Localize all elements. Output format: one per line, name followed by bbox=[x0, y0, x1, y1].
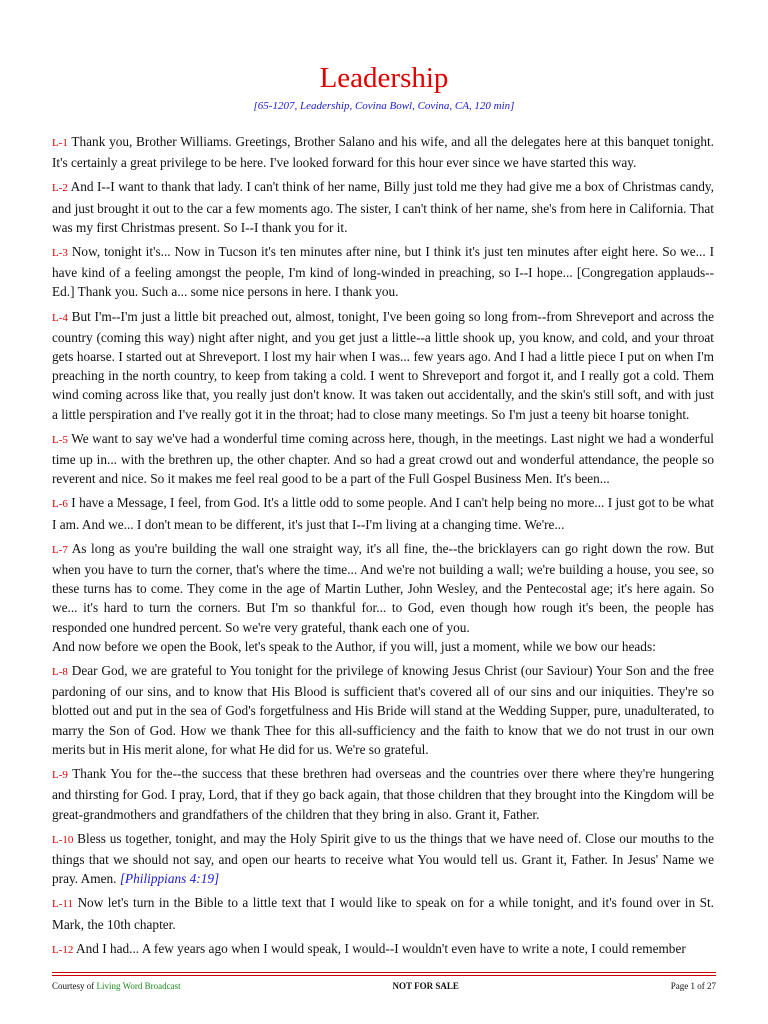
footer-notice: NOT FOR SALE bbox=[392, 981, 459, 991]
paragraph-l4 bbox=[52, 307, 714, 424]
paragraph-marker: L-9 bbox=[52, 769, 68, 782]
document-title: Leadership bbox=[319, 62, 449, 94]
paragraph-text: And now before we open the Book, let's speak to the Author, if you will, just a moment, while we bow our heads: bbox=[52, 638, 656, 654]
paragraph-marker: L-6 bbox=[52, 498, 68, 511]
paragraph-marker: L-4 bbox=[52, 311, 68, 324]
paragraph-l10 bbox=[52, 829, 714, 889]
paragraph-text: And I--I want to thank that lady. I can't think of her name, Billy just told me they had give me a box of Christmas candy, and just brought it out to the car a few moments ago. The sister, I can't think of her name, she's from here in California. That was my first Christmas present. So I--I thank you for it. bbox=[52, 179, 714, 235]
paragraph-l8 bbox=[52, 661, 714, 759]
footer-divider bbox=[52, 972, 716, 976]
page-number: Page 1 of 27 bbox=[670, 981, 716, 991]
paragraph-l12 bbox=[52, 939, 714, 960]
paragraph-marker: L-11 bbox=[52, 898, 73, 911]
paragraph-text: Now, tonight it's... Now in Tucson it's ten minutes after nine, but I think it's just ten minutes after eight here. So we... I have kind of a feeling amongst the people, I'm kind of long-winded in preaching, so I--I hope... [Congregation applauds--Ed.] Thank you. Such a... some nice persons in here. I thank you. bbox=[52, 244, 714, 300]
paragraph-marker: L-10 bbox=[52, 833, 74, 846]
paragraph-text: We want to say we've had a wonderful time coming across here, though, in the meetings. Last night we had a wonderful time up in... with the brethren up, the other chapter. And so had a great crowd out and wonderful attendance, the people so reverent and nice. So it makes me feel real good to be a part of the Full Gospel Business Men. It's been... bbox=[52, 430, 714, 487]
paragraph-text: Bless us together, tonight, and may the Holy Spirit give to us the things that we have need of. Close our mouths to the things that we should not say, and open our hearts to receive what You would tell us. Grant it, Father. In Jesus' Name we pray. Amen. bbox=[52, 830, 714, 887]
paragraph-l11 bbox=[52, 893, 714, 933]
courtesy-source-link[interactable]: Living Word Broadcast bbox=[96, 981, 181, 991]
paragraph-l7 bbox=[52, 539, 714, 637]
paragraph-text: Now let's turn in the Bible to a little text that I would like to speak on for a while tonight, and it's found over in St. Mark, the 10th chapter. bbox=[52, 895, 714, 932]
paragraph-text: Dear God, we are grateful to You tonight for the privilege of knowing Jesus Christ (our Saviour) Your Son and the free pardoning of our sins, and to know that His Blood is sufficient that's covered all of our sins and our iniquities. They're so blotted out and put in the sea of God's forgetfulness and His Bride will stand at the Wedding Supper, pure, unadulterated, to marry the Son of God. How we thank Thee for this all-sufficiency and the faith to know that we do not trust in our own merits but in His merit alone, for what He did for us. We're so grateful. bbox=[52, 663, 714, 757]
document-body bbox=[52, 132, 714, 965]
paragraph-text: I have a Message, I feel, from God. It's a little odd to some people. And I can't help being no more... I just got to be what I am. And we... I don't mean to be different, it's just that I--I'm living at a changing time. We're... bbox=[52, 495, 714, 532]
scripture-reference-link[interactable]: [Philippians 4:19] bbox=[119, 871, 220, 887]
paragraph-marker: L-8 bbox=[52, 666, 68, 679]
document-subtitle: [65-1207, Leadership, Covina Bowl, Covina, CA, 120 min] bbox=[253, 100, 515, 112]
paragraph-continuation bbox=[52, 637, 714, 656]
paragraph-l6 bbox=[52, 493, 714, 533]
paragraph-text: And I had... A few years ago when I would speak, I would--I wouldn't even have to write a note, I could remember bbox=[75, 940, 686, 956]
paragraph-l3 bbox=[52, 242, 714, 302]
paragraph-text: Thank You for the--the success that these brethren had overseas and the countries over there where they're hungering and thirsting for God. I pray, Lord, that if they go back again, that those children that they brought into the Kingdom will be great-grandmothers and grandfathers of the children that they bring in also. Grant it, Father. bbox=[52, 766, 714, 822]
paragraph-l5 bbox=[52, 429, 714, 489]
paragraph-l9 bbox=[52, 764, 714, 824]
paragraph-marker: L-7 bbox=[52, 543, 68, 556]
footer-courtesy bbox=[52, 980, 181, 992]
paragraph-text: But I'm--I'm just a little bit preached out, almost, tonight, I've been going so long from--from Shreveport and across the country (coming this way) night after night, and you get just a little--a little shook up, you know, and cold, and your throat gets hoarse. I started out at Shreveport. I lost my hair when I was... few years ago. And I had a little piece I put on when I'm preaching in the north country, to keep from taking a cold. I went to Shreveport and forgot it, and I really got a cold. Them wind coming across like that, you really just don't know. It was taken out accidentally, and the skin's still soft, and with just a little perspiration and I've really got it in the throat; had to close many meetings. So I'm just a teeny bit hoarse tonight. bbox=[52, 308, 714, 422]
page-footer bbox=[52, 980, 716, 992]
paragraph-marker: L-5 bbox=[52, 433, 68, 446]
paragraph-marker: L-3 bbox=[52, 247, 68, 260]
paragraph-marker: L-1 bbox=[52, 137, 68, 149]
paragraph-text: Thank you, Brother Williams. Greetings, Brother Salano and his wife, and all the delegates here at this banquet tonight. It's certainly a great privilege to be here. I've looked forward for this hour ever since we have started this way. bbox=[52, 134, 714, 171]
paragraph-text: As long as you're building the wall one straight way, it's all fine, the--the bricklayers can go right down the row. But when you have to turn the corner, that's where the time... And we're not building a wall; we're building a house, you see, so these turns has to come. They come in the age of Martin Luther, John Wesley, and the Pentecostal age; it's here again. So we... it's hard to turn the corners. But I'm so thankful for... to God, even though how rough it's been, the people has responded one hundred percent. So we're very grateful, thank each one of you. bbox=[52, 540, 714, 635]
paragraph-marker: L-2 bbox=[52, 182, 68, 195]
courtesy-label: Courtesy of bbox=[52, 981, 95, 991]
paragraph-l2 bbox=[52, 177, 714, 237]
paragraph-l1 bbox=[52, 132, 714, 172]
paragraph-marker: L-12 bbox=[52, 943, 74, 956]
